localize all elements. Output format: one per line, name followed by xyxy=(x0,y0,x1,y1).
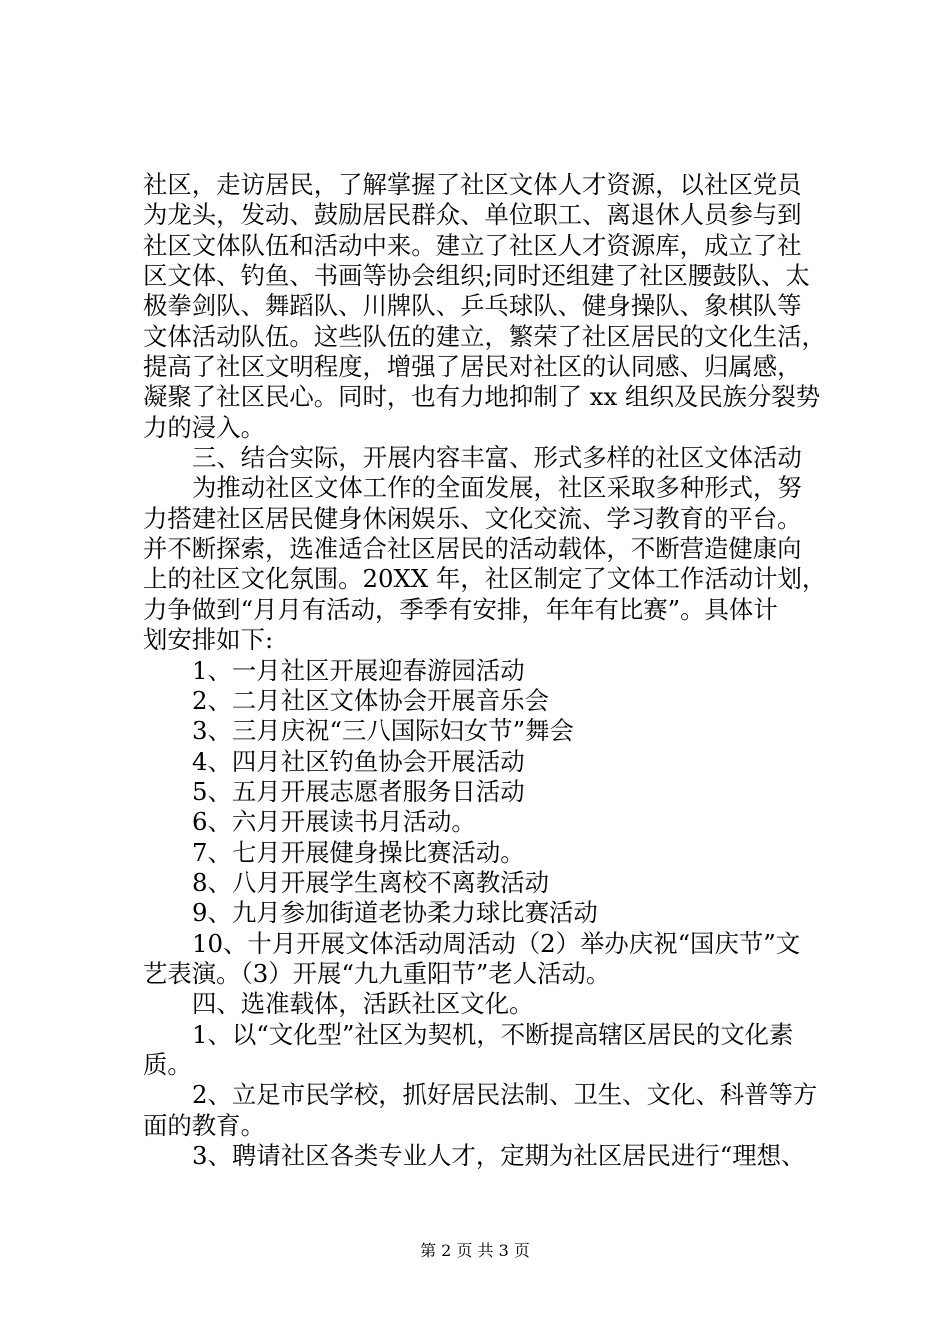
list-item: 2、二月社区文体协会开展音乐会 xyxy=(192,685,549,715)
list-item: 1、以“文化型”社区为契机，不断提高辖区居民的文化素 xyxy=(192,1019,794,1049)
list-item: 4、四月社区钓鱼协会开展活动 xyxy=(192,746,525,776)
section-heading: 三、结合实际，开展内容丰富、形式多样的社区文体活动 xyxy=(192,443,802,473)
paragraph-line: 社区，走访居民，了解掌握了社区文体人才资源，以社区党员 xyxy=(143,170,802,199)
paragraph-line: 社区文体队伍和活动中来。建立了社区人才资源库，成立了社 xyxy=(143,230,802,260)
paragraph-line: 极拳剑队、舞蹈队、川牌队、乒乓球队、健身操队、象棋队等 xyxy=(143,291,802,321)
paragraph-line: 力搭建社区居民健身休闲娱乐、文化交流、学习教育的平台。 xyxy=(143,503,802,533)
list-item-continuation: 艺表演。（3）开展“九九重阳节”老人活动。 xyxy=(143,958,611,988)
list-item: 5、五月开展志愿者服务日活动 xyxy=(192,776,525,806)
paragraph-line: 上的社区文化氛围。20XX 年，社区制定了文体工作活动计划， xyxy=(143,564,827,594)
page-number-footer: 第 2 页 共 3 页 xyxy=(420,1241,530,1260)
list-item: 1、一月社区开展迎春游园活动 xyxy=(192,655,525,685)
list-item: 9、九月参加街道老协柔力球比赛活动 xyxy=(192,898,598,928)
list-item: 10、十月开展文体活动周活动（2）举办庆祝“国庆节”文 xyxy=(192,928,801,958)
list-item-continuation: 质。 xyxy=(143,1049,192,1079)
paragraph-line: 区文体、钓鱼、书画等协会组织;同时还组建了社区腰鼓队、太 xyxy=(143,261,810,291)
list-item-continuation: 面的教育。 xyxy=(143,1110,265,1140)
paragraph-line: 为龙头，发动、鼓励居民群众、单位职工、离退休人员参与到 xyxy=(143,200,802,230)
list-item: 2、立足市民学校，抓好居民法制、卫生、文化、科普等方 xyxy=(192,1080,818,1110)
paragraph-line: 并不断探索，选准适合社区居民的活动载体，不断营造健康向 xyxy=(143,534,802,564)
list-item: 8、八月开展学生离校不离教活动 xyxy=(192,867,549,897)
paragraph-line: 提高了社区文明程度，增强了居民对社区的认同感、归属感， xyxy=(143,352,802,382)
list-item: 6、六月开展读书月活动。 xyxy=(192,807,476,837)
paragraph-line: 力的浸入。 xyxy=(143,412,265,442)
paragraph-line: 为推动社区文体工作的全面发展，社区采取多种形式，努 xyxy=(192,473,802,503)
document-body xyxy=(143,170,843,1171)
list-item: 3、三月庆祝“三八国际妇女节”舞会 xyxy=(192,716,574,746)
paragraph-line: 文体活动队伍。这些队伍的建立，繁荣了社区居民的文化生活， xyxy=(143,321,826,351)
paragraph-line: 凝聚了社区民心。同时，也有力地抑制了 xx 组织及民族分裂势 xyxy=(143,382,821,412)
paragraph-line: 力争做到“月月有活动，季季有安排，年年有比赛”。具体计 xyxy=(143,594,778,624)
paragraph-line: 划安排如下: xyxy=(143,625,274,655)
section-heading: 四、选准载体，活跃社区文化。 xyxy=(192,989,534,1019)
list-item: 7、七月开展健身操比赛活动。 xyxy=(192,837,525,867)
list-item: 3、聘请社区各类专业人才，定期为社区居民进行“理想、 xyxy=(192,1141,806,1170)
